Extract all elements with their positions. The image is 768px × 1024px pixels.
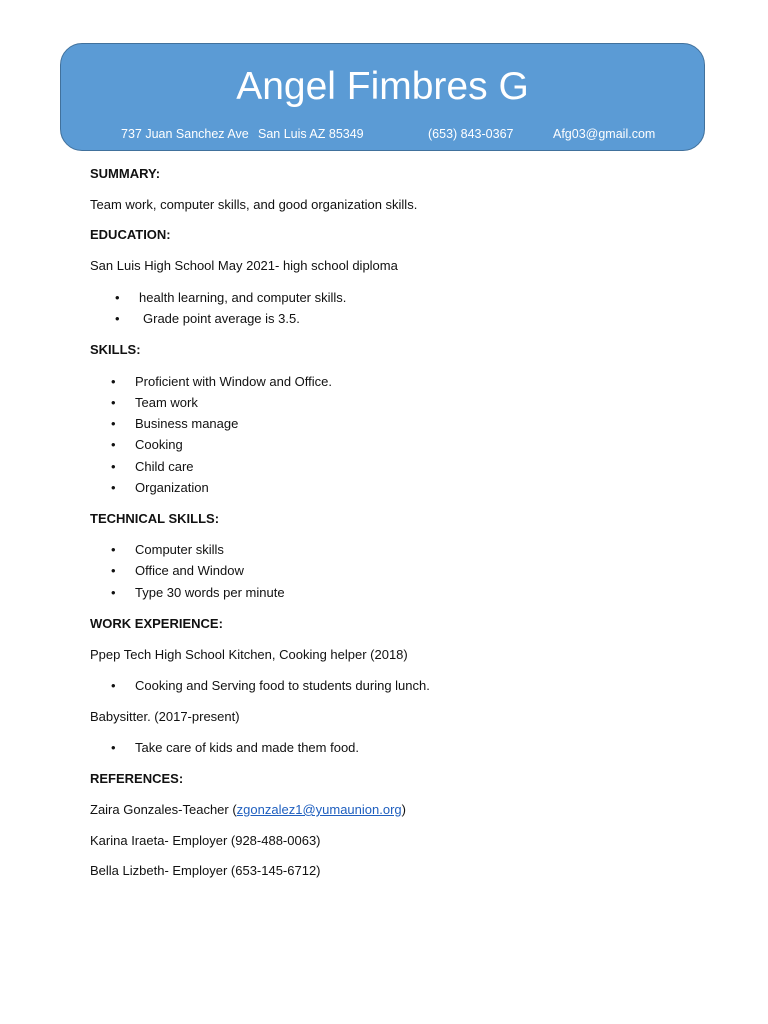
address: 737 Juan Sanchez Ave bbox=[121, 127, 249, 141]
bullet-icon: • bbox=[111, 740, 116, 755]
work-experience-heading: WORK EXPERIENCE: bbox=[90, 616, 223, 631]
skills-heading: SKILLS: bbox=[90, 342, 141, 357]
candidate-name: Angel Fimbres G bbox=[236, 65, 529, 108]
education-school: San Luis High School May 2021- high school diploma bbox=[90, 258, 398, 273]
job-title: Ppep Tech High School Kitchen, Cooking helper (2018) bbox=[90, 647, 408, 662]
reference-2: Karina Iraeta- Employer (928-488-0063) bbox=[90, 833, 321, 848]
technical-skills-heading: TECHNICAL SKILLS: bbox=[90, 511, 220, 526]
education-heading: EDUCATION: bbox=[90, 227, 171, 242]
job-title: Babysitter. (2017-present) bbox=[90, 709, 240, 724]
bullet-icon: • bbox=[111, 585, 116, 600]
header-banner bbox=[60, 43, 705, 151]
city-state-zip: San Luis AZ 85349 bbox=[258, 127, 364, 141]
reference-3: Bella Lizbeth- Employer (653-145-6712) bbox=[90, 863, 321, 878]
reference-email-link[interactable]: zgonzalez1@yumaunion.org bbox=[236, 802, 402, 817]
bullet-icon: • bbox=[111, 563, 116, 578]
bullet-icon: • bbox=[111, 542, 116, 557]
email-address: Afg03@gmail.com bbox=[553, 127, 656, 141]
bullet-icon: • bbox=[115, 290, 120, 305]
bullet-icon: • bbox=[111, 437, 116, 452]
summary-heading: SUMMARY: bbox=[90, 166, 161, 181]
bullet-icon: • bbox=[111, 480, 116, 495]
reference-1: Zaira Gonzales-Teacher (zgonzalez1@yumaunion.org) bbox=[90, 802, 406, 817]
references-heading: REFERENCES: bbox=[90, 771, 184, 786]
bullet-icon: • bbox=[111, 416, 116, 431]
bullet-icon: • bbox=[111, 395, 116, 410]
summary-text: Team work, computer skills, and good organization skills. bbox=[90, 197, 418, 212]
phone-number: (653) 843-0367 bbox=[428, 127, 514, 141]
bullet-icon: • bbox=[111, 459, 116, 474]
bullet-icon: • bbox=[115, 311, 120, 326]
bullet-icon: • bbox=[111, 678, 116, 693]
bullet-icon: • bbox=[111, 374, 116, 389]
